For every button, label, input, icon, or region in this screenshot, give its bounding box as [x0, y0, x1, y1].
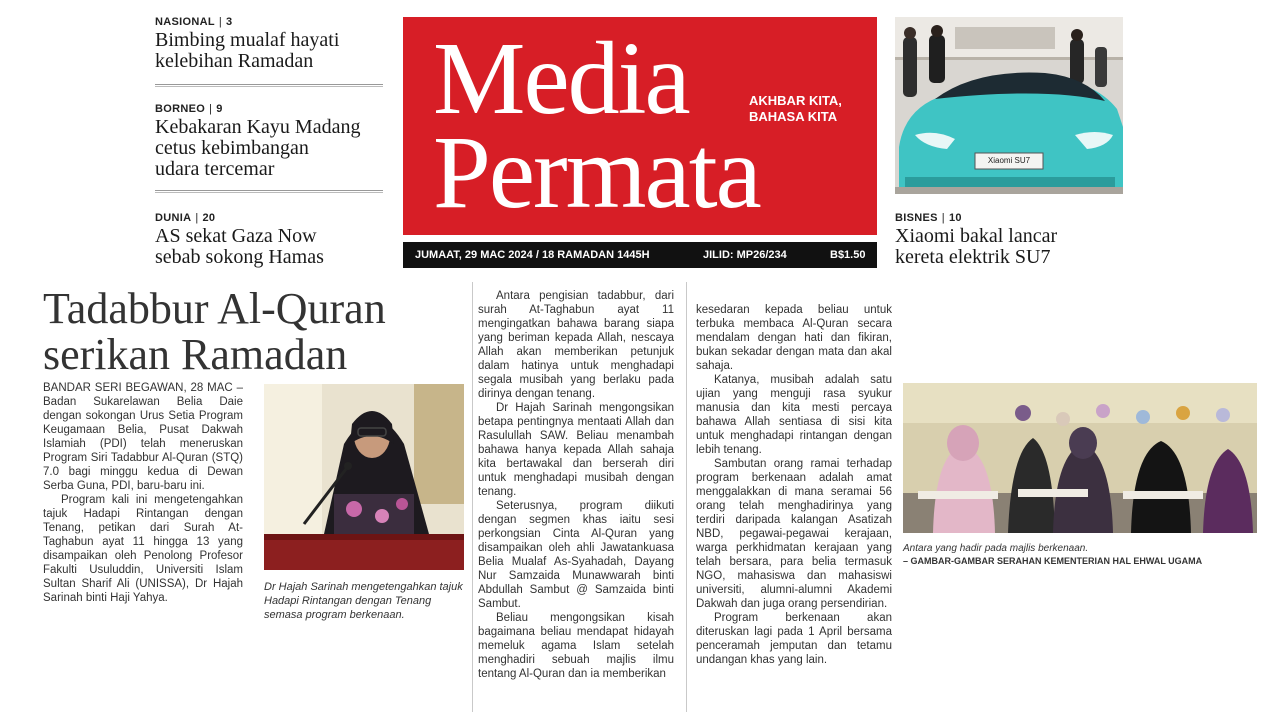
masthead-word-permata: Permata [433, 115, 760, 230]
story-column-1 [43, 381, 243, 605]
paragraph: Beliau mengongsikan kisah bagaimana beliau mendapat hidayah memeluk agama Islam setelah menghadiri sebuah majlis ilmu tentang Al-Quran dan ia memberikan [478, 612, 674, 680]
teaser-section: BORNEO | 9 [155, 103, 223, 115]
photo-credit: – GAMBAR-GAMBAR SERAHAN KEMENTERIAN HAL EHWAL UGAMA [903, 556, 1203, 566]
paragraph: Antara pengisian tadabbur, dari surah At-Taghabun ayat 11 mengingatkan bahawa barang siapa yang beriman kepada Allah, nescaya Allah akan memberikan petunjuk dalam hatinya untuk menghadapi segala musibah yang berlaku pada dirinya dengan tenang. [478, 290, 674, 400]
teaser-headline[interactable]: Xiaomi bakal lancar kereta elektrik SU7 [895, 225, 1058, 268]
audience-caption: Antara yang hadir pada majlis berkenaan. [903, 543, 1089, 554]
divider [155, 84, 383, 87]
car-image [895, 17, 1123, 194]
masthead-tagline: AKHBAR KITA, BAHASA KITA [749, 93, 842, 124]
masthead [403, 17, 877, 235]
car-photo[interactable] [895, 17, 1123, 194]
speaker-caption: Dr Hajah Sarinah mengetengahkan tajuk Hadapi Rintangan dengan Tenang semasa program berkenaan. [264, 581, 463, 621]
paragraph: Sambutan orang ramai terhadap program berkenaan adalah amat menggalakkan di mana seramai 56 orang telah menghadirinya yang terdiri daripada kalangan Asatizah NBD, pegawai-pegawai kerajaan, warga perkhidmatan kerajaan yang telah bersara, para belia termasuk NGO, mahasiswa dan mahasiswi universiti, alumni-alumni Akademi Dakwah dan juga orang persendirian. [696, 458, 892, 610]
masthead-word-media: Media [433, 21, 689, 136]
issue-price: B$1.50 [830, 249, 866, 261]
teaser-nasional[interactable] [155, 16, 385, 72]
divider [155, 190, 383, 193]
teaser-headline[interactable]: AS sekat Gaza Now sebab sokong Hamas [155, 225, 324, 268]
issue-number: JILID: MP26/234 [703, 249, 787, 261]
audience-photo[interactable] [903, 383, 1257, 533]
teaser-dunia[interactable] [155, 212, 385, 268]
paragraph: Dr Hajah Sarinah mengongsikan betapa pentingnya mentaati Allah dan Rasulullah SAW. Beliau menambah bahawa hanya kepada Allah sahaja kita bertawakal dan berserah diri untuk menghadapi musibah dengan tenang. [478, 402, 674, 498]
paragraph: Program kali ini mengetengahkan tajuk Hadapi Rintangan dengan Tenang, petikan dari Surah At-Taghabun ayat 11 hingga 13 yang disampaikan oleh Penolong Profesor Fakulti Usuluddin, Universiti Islam Sultan Sharif Ali (UNISSA), Dr Hajah Sarinah binti Haji Yahya. [43, 494, 243, 604]
teaser-headline[interactable]: Bimbing mualaf hayati kelebihan Ramadan [155, 29, 340, 72]
paragraph: BANDAR SERI BEGAWAN, 28 MAC – Badan Sukarelawan Belia Daie dengan sokongan Urus Setia Program Keugamaan Belia, Pusat Dakwah Islamiah (PDI) telah meneruskan Program Siri Tadabbur Al-Quran (STQ) 7.0 bagi minggu kedua di Dewan Serba Guna, PDI, baru-baru ini. [43, 382, 243, 492]
story-column-3 [696, 303, 892, 667]
teaser-section: BISNES | 10 [895, 212, 962, 224]
story-column-2 [478, 289, 674, 681]
column-divider [472, 282, 473, 712]
paragraph: Program berkenaan akan diteruskan lagi pada 1 April bersama penceramah jemputan dan tetamu undangan khas yang lain. [696, 612, 892, 666]
speaker-image [264, 384, 464, 570]
paragraph: Katanya, musibah adalah satu ujian yang menguji rasa syukur manusia dan kita mesti percaya bahawa Allah sentiasa di sisi kita untuk menghadapi rintangan dengan lebih tenang. [696, 374, 892, 456]
teaser-section: NASIONAL | 3 [155, 16, 233, 28]
teaser-headline[interactable]: Kebakaran Kayu Madang cetus kebimbangan udara tercemar [155, 116, 361, 180]
teaser-bisnes[interactable] [895, 212, 1135, 268]
story-headline: Tadabbur Al-Quran serikan Ramadan [43, 284, 386, 379]
issue-date: JUMAAT, 29 MAC 2024 / 18 RAMADAN 1445H [415, 249, 650, 261]
date-bar [403, 242, 877, 268]
audience-image [903, 383, 1257, 533]
paragraph: kesedaran kepada beliau untuk terbuka membaca Al-Quran secara mendalam dengan hati dan fikiran, bukan sekadar dengan mata dan akal sahaja. [696, 304, 892, 372]
teaser-section: DUNIA | 20 [155, 212, 216, 224]
teaser-borneo[interactable] [155, 103, 385, 180]
column-divider [686, 282, 687, 712]
car-plate: Xiaomi SU7 [987, 156, 1031, 165]
paragraph: Seterusnya, program diikuti dengan segmen khas iaitu sesi perkongsian Cinta Al-Quran yang disampaikan oleh ahli Jawatankuasa Belia Mualaf As-Syahadah, Dayang Nur Samzaida Munawwarah binti Abdullah Sambut @ Samzaida binti Sambut. [478, 500, 674, 610]
speaker-photo[interactable] [264, 384, 464, 570]
